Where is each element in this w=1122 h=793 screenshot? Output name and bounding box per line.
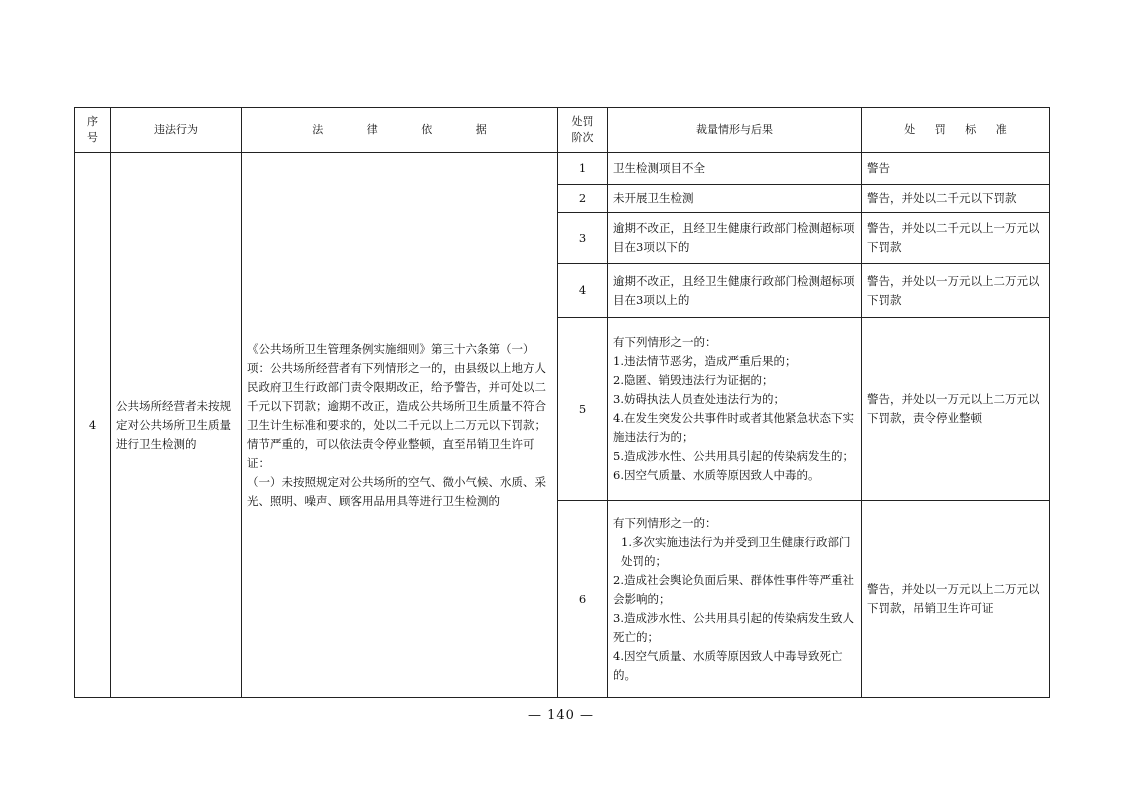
basis-text: 《公共场所卫生管理条例实施细则》第三十六条第（一）项：公共场所经营者有下列情形之一的，由县级以上地方人民政府卫生行政部门责令限期改正，给予警告，并可处以二千元以下罚款；逾期不改正，造成公共场所卫生质量不符合卫生计生标准和要求的，处以二千元以上二万元以下罚款；情节严重的，可以依法责令停业整顿，直至吊销卫生许可证：: [247, 341, 546, 470]
row-basis: [242, 153, 558, 698]
level-standard: 警告: [862, 153, 1050, 185]
row-act: 公共场所经营者未按规定对公共场所卫生质量进行卫生检测的: [111, 153, 242, 698]
header-basis: 法 律 依 据: [242, 108, 558, 153]
level-number: 5: [558, 318, 608, 501]
table-row: [75, 153, 1050, 185]
basis-item: （一）未按照规定对公共场所的空气、微小气候、水质、采光、照明、噪声、顾客用品用具等进行卫生检测的: [247, 474, 546, 508]
header-circumstance: 裁量情形与后果: [608, 108, 862, 153]
level-standard: 警告，并处以二千元以上一万元以下罚款: [862, 213, 1050, 264]
level-standard: 警告，并处以一万元以上二万元以下罚款，吊销卫生许可证: [862, 501, 1050, 698]
header-act: 违法行为: [111, 108, 242, 153]
level-circumstance: 卫生检测项目不全: [608, 153, 862, 185]
header-standard: 处 罚 标 准: [862, 108, 1050, 153]
page-number: — 140 —: [527, 708, 595, 723]
level-standard: 警告，并处以二千元以下罚款: [862, 185, 1050, 213]
level-number: 3: [558, 213, 608, 264]
level-number: 4: [558, 264, 608, 318]
level-circumstance: 有下列情形之一的： 1.多次实施违法行为并受到卫生健康行政部门处罚的； 2.造成社会舆论负面后果、群体性事件等严重社会影响的； 3.造成涉水性、公共用具引起的传染病发生致人死亡的； 4.因空气质量、水质等原因致人中毒导致死亡的。: [608, 501, 862, 698]
level-standard: 警告，并处以一万元以上二万元以下罚款，责令停业整顿: [862, 318, 1050, 501]
level-number: 2: [558, 185, 608, 213]
level-circumstance: 有下列情形之一的： 1.违法情节恶劣，造成严重后果的； 2.隐匿、销毁违法行为证据的； 3.妨碍执法人员查处违法行为的； 4.在发生突发公共事件时或者其他紧急状态下实施违法行为的； 5.造成涉水性、公共用具引起的传染病发生的； 6.因空气质量、水质等原因致人中毒的。: [608, 318, 862, 501]
table-header-row: [75, 108, 1050, 153]
penalty-standard-table: [74, 107, 1050, 698]
header-seq: 序 号: [75, 108, 111, 153]
level-circumstance: 逾期不改正，且经卫生健康行政部门检测超标项目在3项以上的: [608, 264, 862, 318]
level-circumstance: 未开展卫生检测: [608, 185, 862, 213]
header-level: 处罚 阶次: [558, 108, 608, 153]
level-circumstance: 逾期不改正，且经卫生健康行政部门检测超标项目在3项以下的: [608, 213, 862, 264]
level-standard: 警告，并处以一万元以上二万元以下罚款: [862, 264, 1050, 318]
row-seq: 4: [75, 153, 111, 698]
level-number: 1: [558, 153, 608, 185]
level-number: 6: [558, 501, 608, 698]
